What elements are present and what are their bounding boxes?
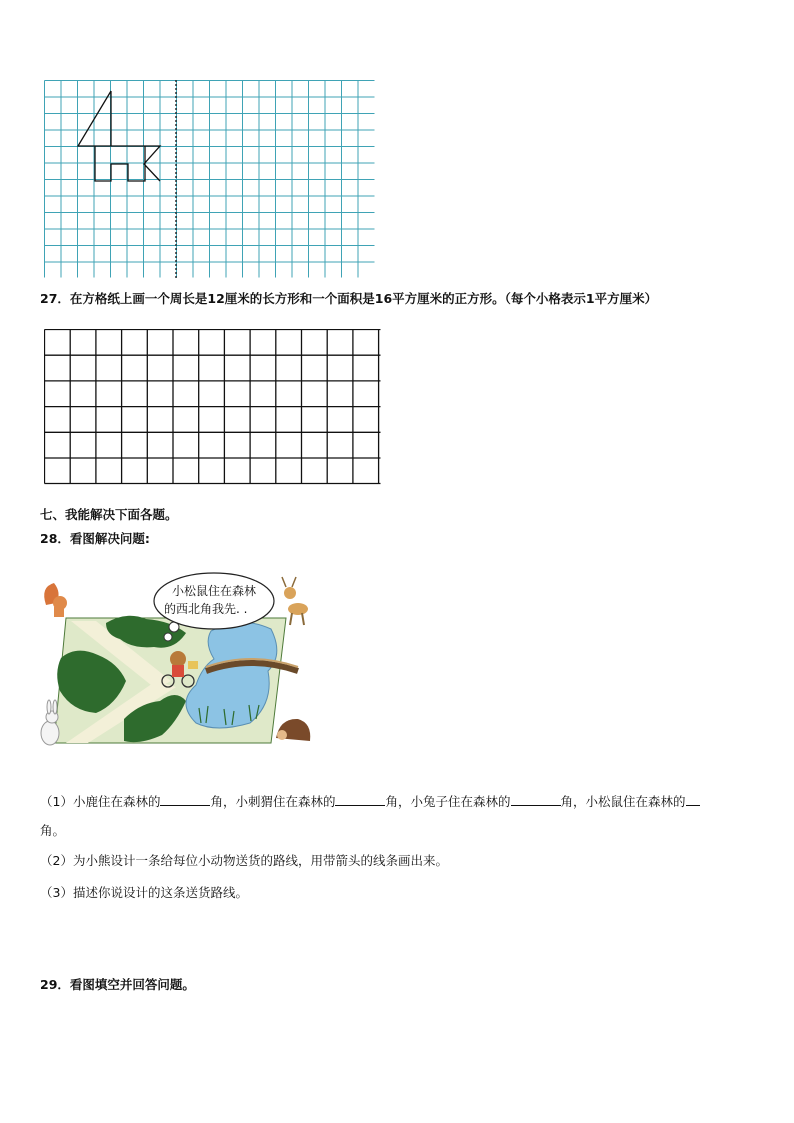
sub1-part4: 角，小松鼠住在森林的 — [560, 794, 686, 809]
answer-blank-squirrel[interactable] — [686, 793, 700, 806]
sub-question-3: （3）描述你说设计的这条送货路线。 — [40, 885, 248, 900]
answer-blank-hedgehog[interactable] — [335, 793, 385, 806]
bubble-line-1: 小松鼠住在森林 — [172, 584, 257, 598]
symmetry-grid — [44, 80, 376, 280]
answer-blank-deer[interactable] — [160, 793, 210, 806]
section-title: 七、我能解决下面各题。 — [40, 507, 178, 522]
drawing-grid — [44, 329, 386, 486]
question-28-title: 28．看图解决问题: — [40, 531, 150, 546]
squirrel — [44, 583, 67, 617]
sub-question-1 — [40, 793, 700, 810]
bubble-line-2: 的西北角我先. . — [164, 602, 248, 616]
sub1-part3: 角，小兔子住在森林的 — [385, 794, 511, 809]
sub-question-2: （2）为小熊设计一条给每位小动物送货的路线，用带箭头的线条画出来。 — [40, 853, 448, 868]
question-27: 27．在方格纸上画一个周长是12厘米的长方形和一个面积是16平方厘米的正方形。（每个小格表示1平方厘米） — [40, 291, 658, 306]
half-figure — [78, 91, 160, 181]
sub1-part2: 角，小刺猬住在森林的 — [210, 794, 336, 809]
answer-blank-rabbit[interactable] — [511, 793, 561, 806]
question-29-title: 29．看图填空并回答问题。 — [40, 977, 195, 992]
sub1-part1: （1）小鹿住在森林的 — [40, 794, 161, 809]
hedgehog — [276, 719, 310, 741]
sub1-ending: 角。 — [40, 823, 66, 838]
